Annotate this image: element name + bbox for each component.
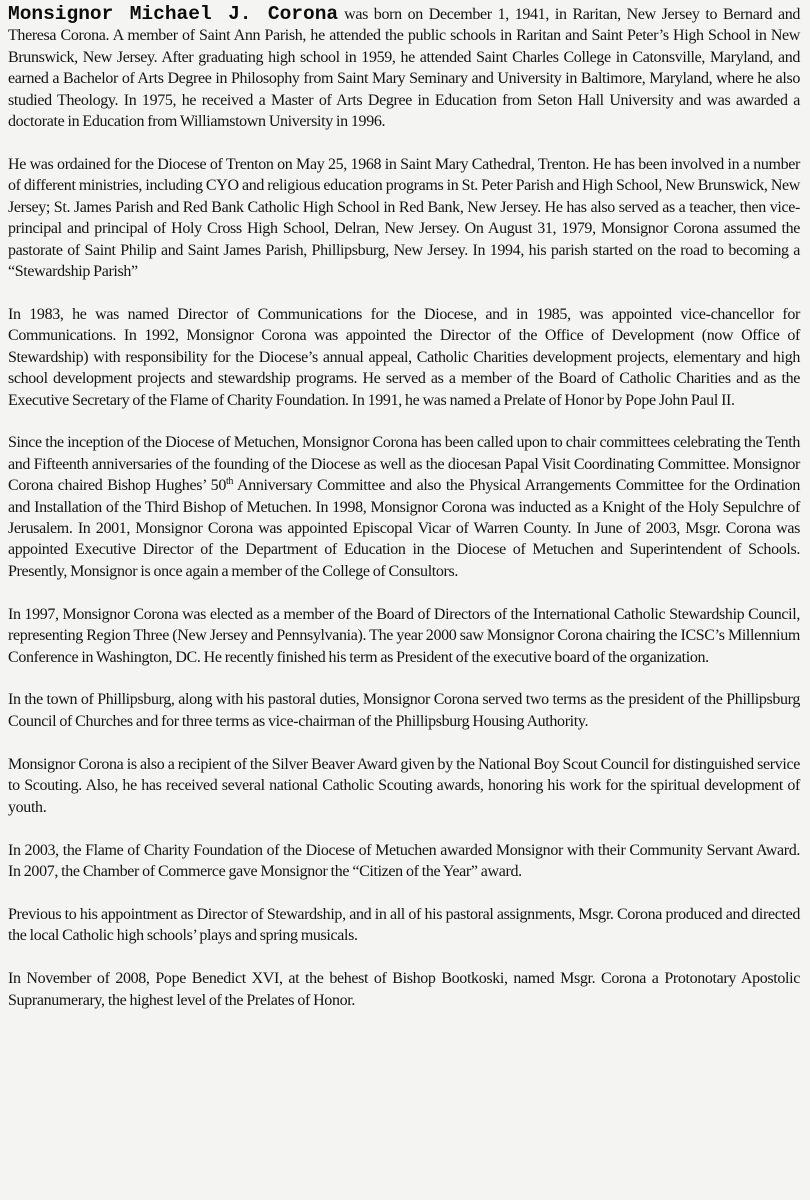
paragraph-icsc: [8, 604, 800, 668]
paragraph-early-life: [8, 4, 800, 132]
paragraph-text: In 1983, he was named Director of Communications for the Diocese, and in 1985, was appointed vice-chancellor for Communications. In 1992, Monsignor Corona was appointed the Director of the Office of Development (now Office of Stewardship) with responsibility for the Diocese’s annual appeal, Catholic Charities development projects, elementary and high school development projects and stewardship programs. He served as a member of the Board of Catholic Charities and as the Executive Secretary of the Flame of Charity Foundation. In 1991, he was named a Prelate of Honor by Pope John Paul II.: [8, 305, 800, 409]
paragraph-scouting: [8, 754, 800, 818]
paragraph-text: In November of 2008, Pope Benedict XVI, at the behest of Bishop Bootkoski, named Msgr. Corona a Protonotary Apostolic Supranumerary, the highest level of the Prelates of Honor.: [8, 970, 800, 1009]
paragraph-text: In 1997, Monsignor Corona was elected as a member of the Board of Directors of the International Catholic Stewardship Council, representing Region Three (New Jersey and Pennsylvania). The year 2000 saw Monsignor Corona chairing the ICSC’s Millennium Conference in Washington, DC. He recently finished his term as President of the executive board of the organization.: [8, 605, 800, 666]
paragraph-text: Anniversary Committee and also the Physical Arrangements Committee for the Ordination and Installation of the Third Bishop of Metuchen. In 1998, Monsignor Corona was inducted as a Knight of the Holy Sepulchre of Jerusalem. In 2001, Monsignor Corona was appointed Episcopal Vicar of Warren County. In June of 2003, Msgr. Corona was appointed Executive Director of the Department of Education in the Diocese of Metuchen and Superintendent of Schools. Presently, Monsignor is once again a member of the College of Consultors.: [8, 477, 800, 580]
paragraph-text: Previous to his appointment as Director of Stewardship, and in all of his pastoral assignments, Msgr. Corona produced and directed the local Catholic high schools’ plays and spring musicals.: [8, 905, 800, 945]
paragraph-text: Monsignor Corona is also a recipient of the Silver Beaver Award given by the National Boy Scout Council for distinguished service to Scouting. Also, he has received several national Catholic Scouting awards, honoring his work for the spiritual development of youth.: [8, 755, 800, 816]
ordinal-superscript: th: [225, 476, 234, 488]
paragraph-protonotary: [8, 968, 800, 1011]
paragraph-awards: [8, 840, 800, 883]
paragraph-theater: [8, 904, 800, 947]
paragraph-text: Since the inception of the Diocese of Metuchen, Monsignor Corona has been called upon to chair committees celebrating the Tenth and Fifteenth anniversaries of the founding of the Diocese as well as the diocesan Papal Visit Coordinating Committee. Monsignor Corona chaired Bishop Hughes’ 50: [8, 434, 800, 495]
paragraph-diocese-metuchen: [8, 432, 800, 582]
paragraph-text: In the town of Phillipsburg, along with his pastoral duties, Monsignor Corona served two terms as the president of the Phillipsburg Council of Churches and for three terms as vice-chairman of the Phillipsburg Housing Authority.: [8, 691, 800, 730]
paragraph-text: was born on December 1, 1941, in Raritan, New Jersey to Bernard and Theresa Corona. A member of Saint Ann Parish, he attended the public schools in Raritan and Saint Peter’s High School in New Brunswick, New Jersey. After graduating high school in 1959, he attended Saint Charles College in Catonsville, Maryland, and earned a Bachelor of Arts Degree in Philosophy from Saint Mary Seminary and University in Baltimore, Maryland, where he also studied Theology. In 1975, he received a Master of Arts Degree in Education from Seton Hall University and was awarded a doctorate in Education from Williamstown University in 1996.: [8, 6, 801, 131]
paragraph-text: He was ordained for the Diocese of Trenton on May 25, 1968 in Saint Mary Cathedral, Trenton. He has been involved in a number of different ministries, including CYO and religious education programs in St. Peter Parish and High School, New Brunswick, New Jersey; St. James Parish and Red Bank Catholic High School in Red Bank, New Jersey. He has also served as a teacher, then vice-principal and principal of Holy Cross High School, Delran, New Jersey. On August 31, 1979, Monsignor Corona assumed the pastorate of Saint Philip and Saint James Parish, Phillipsburg, New Jersey. In 1994, his parish started on the road to becoming a “Stewardship Parish”: [8, 155, 800, 280]
subject-name-heading: Monsignor Michael J. Corona: [8, 3, 339, 25]
biography-document: [8, 4, 800, 1011]
paragraph-phillipsburg: [8, 689, 800, 732]
paragraph-text: In 2003, the Flame of Charity Foundation of the Diocese of Metuchen awarded Monsignor with their Community Servant Award. In 2007, the Chamber of Commerce gave Monsignor the “Citizen of the Year” award.: [8, 841, 800, 880]
paragraph-ordination: [8, 154, 800, 282]
paragraph-communications: [8, 304, 800, 411]
